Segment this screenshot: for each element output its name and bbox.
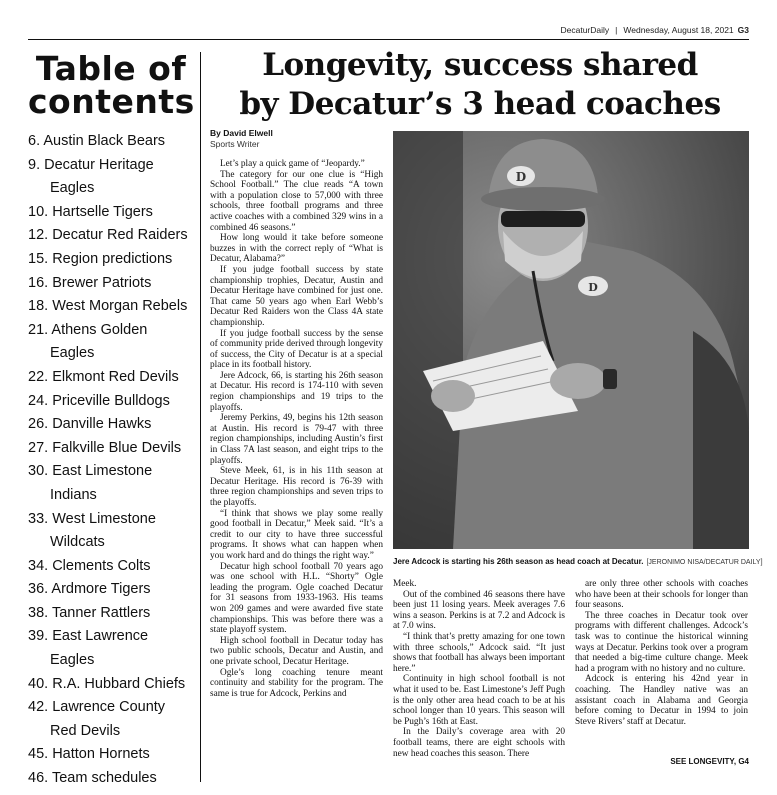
toc-item-label: Tanner Rattlers bbox=[51, 604, 151, 621]
toc-item-number: 21. bbox=[28, 321, 49, 338]
toc-item-label: Danville Hawks bbox=[52, 416, 152, 433]
caption-text: Jere Adcock is starting his 26th season as head coach at Decatur. bbox=[393, 557, 644, 566]
article-paragraph: Adcock is entering his 42nd year in coaching. The Handley native was an assistant coach in Alabama and Georgia before coming to Decatur in 1994 to join Steve Rivers’ staff at Decatur. bbox=[575, 674, 748, 727]
toc-item bbox=[28, 154, 194, 201]
toc-item-label: West Limestone Wildcats bbox=[50, 510, 156, 551]
article-column-1 bbox=[210, 159, 383, 767]
toc-item-label: Elkmont Red Devils bbox=[52, 368, 179, 385]
toc-item bbox=[28, 743, 194, 767]
toc-item-number: 36. bbox=[28, 581, 49, 598]
article-paragraph: Jere Adcock, 66, is starting his 26th season at Decatur. His record is 174-110 with seven region championships and 19 trips to the playoffs. bbox=[210, 370, 383, 413]
toc-item bbox=[28, 696, 194, 743]
toc-item bbox=[28, 625, 194, 672]
byline bbox=[210, 128, 273, 150]
issue-date: Wednesday, August 18, 2021 bbox=[623, 25, 734, 35]
toc-item-number: 22. bbox=[28, 368, 49, 385]
header-info: DecaturDaily | Wednesday, August 18, 2021 G3 bbox=[560, 25, 749, 35]
toc-item-label: R.A. Hubbard Chiefs bbox=[52, 675, 186, 692]
toc-item-number: 40. bbox=[28, 675, 49, 692]
jump-line: SEE LONGEVITY, G4 bbox=[670, 757, 749, 766]
toc-list bbox=[28, 130, 194, 791]
toc-item-label: Hartselle Tigers bbox=[52, 203, 153, 220]
toc-item-number: 46. bbox=[28, 770, 49, 787]
toc-item-number: 24. bbox=[28, 392, 49, 409]
toc-item-label: Clements Colts bbox=[52, 557, 151, 574]
article-paragraph: How long would it take before someone buzzes in with the correct reply of “What is Decatur, Alabama?” bbox=[210, 233, 383, 265]
svg-text:D: D bbox=[588, 281, 598, 294]
author-role: Sports Writer bbox=[210, 139, 260, 149]
article-paragraph: Ogle’s long coaching tenure meant continuity and stability for the program. The same is true for Adcock, Perkins and bbox=[210, 667, 383, 699]
toc-item-label: Lawrence County Red Devils bbox=[50, 699, 166, 739]
toc-item bbox=[28, 602, 194, 626]
toc-item-number: 38. bbox=[28, 604, 49, 621]
headline: Longevity, success shared by Decatur’s 3 head coaches bbox=[239, 47, 721, 122]
toc-item bbox=[28, 767, 194, 791]
article-paragraph: In the Daily’s coverage area with 20 football teams, there are eight schools with new head coaches this season. There bbox=[393, 727, 565, 759]
toc-item-label: Decatur Red Raiders bbox=[52, 227, 188, 244]
article-column-3 bbox=[575, 579, 748, 751]
article-paragraph: High school football in Decatur today has two public schools, Decatur and Austin, and one private school, Decatur Heritage. bbox=[210, 635, 383, 667]
toc-item bbox=[28, 578, 194, 602]
article-paragraph: Steve Meek, 61, is in his 11th season at Decatur Heritage. His record is 76-39 with three region championships and seven trips to the playoffs. bbox=[210, 466, 383, 508]
photo-credit: [JERONIMO NISA/DECATUR DAILY] bbox=[646, 559, 763, 566]
article-paragraph: The category for our one clue is “High School Football.” The clue reads “A town with a population close to 57,000 with three schools, three football programs and three active coaches with a combined 329 wins in a combined 46 seasons.” bbox=[210, 169, 383, 233]
toc-item bbox=[28, 460, 194, 507]
article-paragraph: Meek. bbox=[393, 579, 417, 589]
article-paragraph: Let’s play a quick game of “Jeopardy.” bbox=[220, 159, 365, 169]
toc-item bbox=[28, 413, 194, 437]
toc-item bbox=[28, 319, 194, 366]
coach-photo bbox=[393, 131, 749, 549]
toc-item bbox=[28, 295, 194, 319]
toc-item-number: 30. bbox=[28, 463, 49, 480]
article-paragraph: “I think that’s pretty amazing for one town with three schools,” Adcock said. “It just shows that football has always been important here.” bbox=[393, 631, 565, 674]
toc-title: Table of contents bbox=[28, 49, 195, 121]
toc-item-number: 18. bbox=[28, 298, 49, 315]
author-name: By David Elwell bbox=[210, 128, 273, 138]
article-paragraph: The three coaches in Decatur took over programs with different challenges. Adcock’s task was to continue the historical winning ways at Decatur. Perkins took over a program that needed a big-time culture change. Meek had a program with no history and no culture. bbox=[575, 610, 748, 674]
toc-item-label: West Morgan Rebels bbox=[52, 298, 188, 315]
toc-item-number: 12. bbox=[28, 227, 49, 244]
toc-item-label: East Limestone Indians bbox=[50, 463, 153, 503]
toc-item-label: Priceville Bulldogs bbox=[52, 392, 170, 409]
coach-photo-illustration bbox=[393, 131, 749, 549]
toc-item bbox=[28, 437, 194, 461]
article-paragraph: Continuity in high school football is not what it used to be. East Limestone’s Jeff Pugh is the only other area head coach to be at his school longer than 10 years. This season will be Pugh’s 16th at East. bbox=[393, 674, 565, 727]
toc-item-label: Team schedules bbox=[51, 770, 157, 787]
toc-item bbox=[28, 390, 194, 414]
toc-item bbox=[28, 201, 194, 225]
toc-item-number: 6. bbox=[28, 133, 41, 149]
toc-item-label: Athens Golden Eagles bbox=[50, 321, 148, 362]
toc-item bbox=[28, 272, 194, 296]
article-paragraph: If you judge football success by the sense of community pride derived through longevity of success, the City of Decatur is at a special place in its football history. bbox=[210, 328, 383, 371]
article-paragraph: If you judge football success by state championship trophies, Decatur, Austin and Decatur Heritage have combined for just one. That came 50 years ago when Earl Webb’s Decatur Red Raiders won the Class 4A state championship. bbox=[210, 264, 383, 328]
article-column-2 bbox=[393, 579, 565, 767]
svg-text:D: D bbox=[515, 170, 527, 184]
toc-item-number: 16. bbox=[28, 274, 49, 291]
article-paragraph: Decatur high school football 70 years ago was one school with H.L. “Shorty” Ogle leading the program. Ogle coached Decatur for 31 seasons from 1933-1963. His teams won 209 games and were awarded five state championships. This was before there was a state playoff system. bbox=[210, 561, 383, 636]
page-number: G3 bbox=[737, 25, 749, 35]
table-of-contents bbox=[28, 49, 195, 791]
toc-item-number: 15. bbox=[28, 250, 49, 267]
toc-item-label: Austin Black Bears bbox=[43, 133, 166, 149]
toc-item bbox=[28, 366, 194, 390]
toc-item-number: 9. bbox=[28, 156, 41, 173]
article-paragraph: “I think that shows we play some really good football in Decatur,” Meek said. “It’s a credit to our city to have three successful programs. It shows what can happen when you work hard and do things the right way.” bbox=[210, 508, 383, 561]
toc-item bbox=[28, 248, 194, 272]
page-header bbox=[28, 22, 749, 40]
toc-item-number: 10. bbox=[28, 203, 49, 220]
toc-item-label: Falkville Blue Devils bbox=[52, 439, 182, 456]
toc-item bbox=[28, 508, 194, 555]
toc-item-number: 27. bbox=[28, 439, 49, 456]
toc-item-label: East Lawrence Eagles bbox=[50, 628, 149, 669]
toc-item bbox=[28, 673, 194, 697]
toc-item-label: Decatur Heritage Eagles bbox=[44, 156, 154, 197]
toc-item-number: 42. bbox=[28, 699, 49, 716]
toc-item-number: 39. bbox=[28, 628, 49, 645]
toc-item-number: 33. bbox=[28, 510, 49, 527]
article-paragraph: Out of the combined 46 seasons there have been just 11 losing years. Meek averages 7.6 wins a season. Perkins is at 7.2 and Adcock is at 7.0 wins. bbox=[393, 589, 565, 632]
toc-item-label: Region predictions bbox=[52, 250, 173, 267]
article-paragraph: Jeremy Perkins, 49, begins his 12th season at Austin. His record is 79-47 with three region championships, including Austin’s first in Class 7A last season, and eight trips to the playoffs. bbox=[210, 413, 383, 466]
toc-item bbox=[28, 224, 194, 248]
toc-item-label: Hatton Hornets bbox=[52, 746, 150, 763]
toc-item-number: 26. bbox=[28, 416, 49, 433]
toc-item-number: 45. bbox=[28, 746, 49, 763]
toc-item bbox=[28, 130, 194, 154]
toc-item-label: Brewer Patriots bbox=[52, 274, 152, 291]
toc-item-number: 34. bbox=[28, 557, 49, 574]
photo-caption bbox=[393, 556, 763, 568]
column-divider bbox=[200, 52, 201, 782]
publication-name: DecaturDaily bbox=[560, 25, 610, 35]
toc-item-label: Ardmore Tigers bbox=[51, 581, 151, 598]
toc-item bbox=[28, 555, 194, 579]
article-paragraph: are only three other schools with coaches who have been at their schools for longer than four seasons. bbox=[575, 579, 748, 611]
